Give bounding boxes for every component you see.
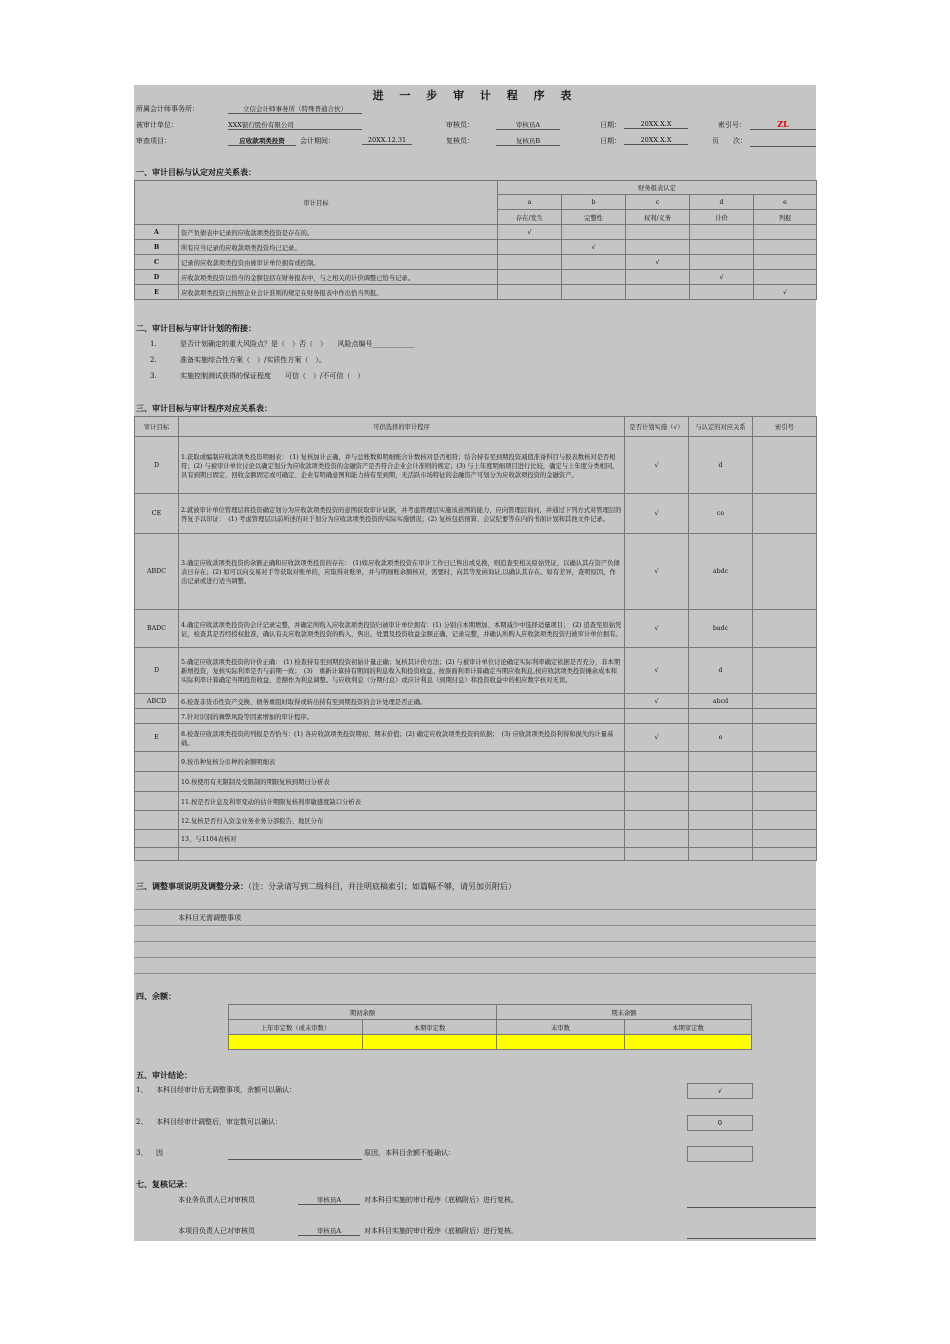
goal-text: 资产负债表中记录的应收款项类投资是存在的。 xyxy=(179,225,498,240)
conclusion-box-1[interactable]: √ xyxy=(687,1083,753,1099)
table-row xyxy=(135,648,817,694)
balance-heading: 四、余额： xyxy=(136,992,176,1001)
table-row xyxy=(135,270,817,285)
review-line1-a: 本业务负责人已对审核员 xyxy=(178,1196,255,1204)
proc-planned[interactable] xyxy=(625,848,689,861)
proc-index[interactable] xyxy=(753,811,817,830)
proc-text: 10.按使用有无限制及受限制的期限复核到期日分析表 xyxy=(179,772,625,792)
mark-cell[interactable] xyxy=(626,240,690,255)
table-row xyxy=(135,285,817,300)
reason-field[interactable] xyxy=(228,1147,362,1160)
page-label: 页 次： xyxy=(712,137,747,145)
goal-code: B xyxy=(135,240,179,255)
proc-index[interactable] xyxy=(753,724,817,752)
proc-assert[interactable] xyxy=(689,752,753,772)
proc-text: 9.按币种复核分币种的余额明细表 xyxy=(179,752,625,772)
review-heading: 七、复核记录： xyxy=(136,1180,192,1189)
adjust-rule xyxy=(134,973,816,974)
conclusion-box-2[interactable]: 0 xyxy=(687,1115,753,1131)
conclusion-heading: 五、审计结论： xyxy=(136,1071,192,1080)
conclusion-text-3: 因 xyxy=(156,1149,163,1157)
mark-cell[interactable] xyxy=(626,285,690,300)
section2-heading: 二、审计目标与审计计划的衔接： xyxy=(136,324,256,333)
page-title: 进 一 步 审 计 程 序 表 xyxy=(372,89,578,102)
section3-heading: 三、审计目标与审计程序对应关系表： xyxy=(136,404,272,413)
mark-cell[interactable]: √ xyxy=(498,225,562,240)
mark-cell[interactable] xyxy=(754,270,817,285)
balance-input[interactable] xyxy=(229,1035,363,1050)
adjust-rule xyxy=(134,909,816,910)
proc-assert-header: 与认定的对应关系 xyxy=(689,417,753,437)
proc-assert[interactable] xyxy=(689,772,753,792)
review-line2-name[interactable]: 审核员A xyxy=(298,1226,360,1236)
table-row xyxy=(135,848,817,861)
period-label: 会计期间： xyxy=(300,137,335,145)
proc-index[interactable] xyxy=(753,848,817,861)
item-field[interactable]: 应收款项类投资 xyxy=(228,136,296,146)
s2-text-3: 实施控制测试获得的保证程度 可信（ ）/不可信（ ） xyxy=(180,372,365,380)
mark-cell[interactable] xyxy=(498,255,562,270)
col-current-audited-close: 本期审定数 xyxy=(625,1020,752,1035)
adjust-rule xyxy=(134,925,816,926)
table-row xyxy=(135,534,817,610)
assertion-group-header: 财务报表认定 xyxy=(498,181,817,195)
mark-cell[interactable] xyxy=(754,240,817,255)
letter-b: b xyxy=(562,195,626,210)
proc-text: 5.确定应收款项类投资的计价正确： (1) 检查持有至到期投资初始计量正确；复核其计价方法；(2) 与被审计单位讨论确定实际利率确定依据是否充分，非本期新增投资，复核实际利率是否与前期一致； (3) 重新计算持有期间的利息收入和投资收益。按票面利率计算确定当期应收利息,按应收款项类投资摊余成本和实际利率计算确定当期投资收益，差额作为利息调整。与应收利息（分期付息）或应计利息（到期付息）和投资收益中的相应数字核对无误。 xyxy=(179,648,625,694)
proc-goal: ABDC xyxy=(135,534,179,610)
table-row xyxy=(135,709,817,724)
proc-assert[interactable]: badc xyxy=(689,610,753,648)
proc-goal: ABCD xyxy=(135,694,179,709)
s2-num-2: 2. xyxy=(150,356,157,364)
table-row xyxy=(135,811,817,830)
balance-input[interactable] xyxy=(497,1035,625,1050)
date2-field[interactable]: 20XX.X.X xyxy=(624,136,688,145)
mark-cell[interactable] xyxy=(754,255,817,270)
proc-assert[interactable] xyxy=(689,811,753,830)
mark-cell[interactable] xyxy=(690,255,754,270)
proc-goal: D xyxy=(135,648,179,694)
proc-text: 8.检查应收款项类投资的列报是否恰当：(1) 各应收款项类投资期初、期末价值；(2) 确定应收款项类投资的依据； (3) 应收款项类投资利得和损失的计量基础。 xyxy=(179,724,625,752)
balance-table xyxy=(228,1004,752,1050)
proc-index[interactable] xyxy=(753,437,817,494)
assertion-table xyxy=(134,180,817,300)
mark-cell[interactable] xyxy=(626,225,690,240)
auditor-label: 审核员： xyxy=(446,121,474,129)
proc-text: 13、与1104表核对 xyxy=(179,830,625,848)
adjustments-heading xyxy=(136,881,516,892)
assertion-valuation: 计价 xyxy=(690,210,754,225)
goal-text: 应收款项类投资以恰当的金额包括在财务报表中，与之相关的计价调整已恰当记录。 xyxy=(179,270,498,285)
proc-text: 2.就被审计单位管理层将投资确定划分为应收款项类投资的意图获取审计证据，并考虑管理层实施该意图的能力，应向管理层询问，并通过下列方式对管理层的答复予以印证： (1) 考虑管理层以前所述的对于划分为应收款项类投资的实际实施情况；(2) 复核包括预算、会议纪要等在内的书面计划和其他文件记录。 xyxy=(179,494,625,534)
date2-label: 日期： xyxy=(600,137,621,145)
index-label: 索引号： xyxy=(718,121,746,129)
table-row xyxy=(135,437,817,494)
mark-cell[interactable] xyxy=(562,225,626,240)
proc-assert[interactable]: abcd xyxy=(689,694,753,709)
goal-header: 审计目标 xyxy=(135,181,498,225)
date-field[interactable]: 20XX.X.X xyxy=(624,120,688,129)
proc-index[interactable] xyxy=(753,830,817,848)
goal-code: E xyxy=(135,285,179,300)
proc-goal xyxy=(135,848,179,861)
proc-goal xyxy=(135,709,179,724)
goal-text: 所有应当记录的应收款项类投资均已记录。 xyxy=(179,240,498,255)
proc-goal: D xyxy=(135,437,179,494)
review-line2-a: 本项目负责人已对审核员 xyxy=(178,1227,255,1235)
proc-goal: CE xyxy=(135,494,179,534)
mark-cell[interactable]: √ xyxy=(562,240,626,255)
proc-index[interactable] xyxy=(753,709,817,724)
proc-assert[interactable] xyxy=(689,830,753,848)
mark-cell[interactable]: √ xyxy=(626,255,690,270)
table-row xyxy=(135,772,817,792)
conclusion-num-2: 2、 xyxy=(136,1118,148,1126)
proc-planned[interactable] xyxy=(625,709,689,724)
proc-text xyxy=(179,848,625,861)
proc-planned-header: 是否计划实施（√） xyxy=(625,417,689,437)
firm-field[interactable]: 立信会计师事务所（特殊普通合伙） xyxy=(228,104,362,114)
mark-cell[interactable] xyxy=(562,270,626,285)
proc-planned[interactable]: √ xyxy=(625,694,689,709)
proc-assert[interactable]: d xyxy=(689,437,753,494)
auditor-field[interactable]: 审核员A xyxy=(496,120,560,130)
proc-planned[interactable] xyxy=(625,752,689,772)
proc-assert[interactable]: abdc xyxy=(689,534,753,610)
proc-planned[interactable] xyxy=(625,830,689,848)
letter-a: a xyxy=(498,195,562,210)
proc-planned[interactable]: √ xyxy=(625,534,689,610)
proc-assert[interactable] xyxy=(689,848,753,861)
conclusion-text-3b: 原因，本科目余额不能确认： xyxy=(364,1149,455,1157)
proc-text: 7.针对识别的舞弊风险等因素增加的审计程序。 xyxy=(179,709,625,724)
letter-c: c xyxy=(626,195,690,210)
firm-label: 所属会计师事务所： xyxy=(136,105,199,113)
balance-input[interactable] xyxy=(363,1035,497,1050)
table-row xyxy=(135,610,817,648)
proc-index[interactable] xyxy=(753,792,817,811)
mark-cell[interactable] xyxy=(690,285,754,300)
review-line2-b: 对本科目实施的审计程序（底稿附后）进行复核。 xyxy=(364,1227,518,1235)
assertion-presentation: 列报 xyxy=(754,210,817,225)
review-sign-1[interactable] xyxy=(687,1195,816,1208)
client-field[interactable]: XXX银行股份有限公司 xyxy=(228,120,362,130)
reviewer-field[interactable]: 复核员B xyxy=(496,136,560,146)
adjust-rule xyxy=(134,957,816,958)
proc-planned[interactable]: √ xyxy=(625,437,689,494)
table-row xyxy=(135,494,817,534)
assertion-rights: 权利/义务 xyxy=(626,210,690,225)
proc-planned[interactable]: √ xyxy=(625,494,689,534)
assertion-completeness: 完整性 xyxy=(562,210,626,225)
mark-cell[interactable] xyxy=(562,285,626,300)
table-row xyxy=(135,752,817,772)
table-row xyxy=(135,240,817,255)
conclusion-num-3: 3、 xyxy=(136,1149,148,1157)
proc-index[interactable] xyxy=(753,648,817,694)
proc-index[interactable] xyxy=(753,752,817,772)
proc-goal xyxy=(135,792,179,811)
proc-text: 4.确定应收款项类投资的会计记录完整，并确定所购入应收款项类投资归被审计单位拥有：(1) 分别自本期增加、本期减少中选择适量项目； (2) 追查至原始凭证，检查其是否经授权批准，确认有关应收款项类投资的购入、售出、处置及投资收益金额正确，记录完整，并确认所购入应收款项类投资归被审计单位拥有。 xyxy=(179,610,625,648)
proc-assert[interactable] xyxy=(689,792,753,811)
col-prior-audited: 上年审定数（或未审数） xyxy=(229,1020,363,1035)
proc-planned[interactable]: √ xyxy=(625,610,689,648)
mark-cell[interactable]: √ xyxy=(690,270,754,285)
proc-text: 6.检查非货币性资产交换、债务重组时取得或转出持有至到期投资的会计处理是否正确。 xyxy=(179,694,625,709)
client-label: 被审计单位： xyxy=(136,121,178,129)
mark-cell[interactable] xyxy=(690,225,754,240)
goal-code: C xyxy=(135,255,179,270)
item-label: 审查项目： xyxy=(136,137,171,145)
mark-cell[interactable] xyxy=(754,225,817,240)
proc-planned[interactable] xyxy=(625,811,689,830)
proc-index[interactable] xyxy=(753,494,817,534)
period-field[interactable]: 20XX.12.31 xyxy=(362,136,412,145)
mark-cell[interactable] xyxy=(626,270,690,285)
mark-cell[interactable] xyxy=(562,255,626,270)
index-field[interactable]: ZL xyxy=(750,119,816,130)
proc-assert[interactable]: ce xyxy=(689,494,753,534)
col-unaudited: 未审数 xyxy=(497,1020,625,1035)
proc-index-header: 索引号 xyxy=(753,417,817,437)
goal-text: 应收款项类投资已按照企业会计准则的规定在财务报表中作出恰当列报。 xyxy=(179,285,498,300)
col-current-audited-open: 本期审定数 xyxy=(363,1020,497,1035)
proc-planned[interactable]: √ xyxy=(625,648,689,694)
mark-cell[interactable]: √ xyxy=(754,285,817,300)
proc-index[interactable] xyxy=(753,534,817,610)
table-row xyxy=(135,225,817,240)
date-label: 日期： xyxy=(600,121,621,129)
proc-goal xyxy=(135,752,179,772)
proc-goal xyxy=(135,772,179,792)
proc-goal: E xyxy=(135,724,179,752)
mark-cell[interactable] xyxy=(498,240,562,255)
adjust-rule xyxy=(134,941,816,942)
proc-assert[interactable]: e xyxy=(689,724,753,752)
procedure-table xyxy=(134,416,817,861)
mark-cell[interactable] xyxy=(498,285,562,300)
proc-planned[interactable] xyxy=(625,772,689,792)
s2-num-1: 1. xyxy=(150,340,157,348)
table-row xyxy=(135,830,817,848)
proc-planned[interactable]: √ xyxy=(625,724,689,752)
proc-index[interactable] xyxy=(753,610,817,648)
mark-cell[interactable] xyxy=(498,270,562,285)
adjustments-title: 三、调整事项说明及调整分录： xyxy=(136,882,248,891)
s2-text-1: 是否计划确定的重大风险点？是（ ）否（ ） 风险点编号____________ xyxy=(180,340,415,348)
assertion-existence: 存在/发生 xyxy=(498,210,562,225)
adjust-line-1[interactable]: 本科目无需调整事项 xyxy=(178,914,241,922)
conclusion-box-3[interactable] xyxy=(687,1146,753,1162)
proc-goal xyxy=(135,830,179,848)
proc-text-header: 可供选择的审计程序 xyxy=(179,417,625,437)
s2-text-2: 准备实施综合性方案（ ）/实质性方案（ ）。 xyxy=(180,356,326,364)
proc-goal xyxy=(135,811,179,830)
proc-goal-header: 审计目标 xyxy=(135,417,179,437)
proc-index[interactable] xyxy=(753,694,817,709)
table-row xyxy=(135,694,817,709)
conclusion-text-2: 本科目经审计调整后，审定数可以确认： xyxy=(156,1118,282,1126)
review-line1-b: 对本科目实施的审计程序（底稿附后）进行复核。 xyxy=(364,1196,518,1204)
proc-assert[interactable]: d xyxy=(689,648,753,694)
letter-e: e xyxy=(754,195,817,210)
proc-index[interactable] xyxy=(753,772,817,792)
goal-code: D xyxy=(135,270,179,285)
adjustments-note: （注：分录请写到二级科目，并注明底稿索引；如篇幅不够，请另加页附后） xyxy=(248,882,516,891)
worksheet xyxy=(134,85,816,1241)
proc-assert[interactable] xyxy=(689,709,753,724)
proc-text: 3.确定应收款项类投资的余额正确和应收款项类投资的存在： (1)如应收款项类投资在审计工作日已售出或兑换，则追查至相关原始凭证，以确认其在资产负债表日存在；(2) 如可以向交易对手等获取对账单的，应取得对账单，并与明细账余额核对，需要时，向其等发函询证,以确认其存在。如有差异，查明原因，作出记录或进行适当调整。 xyxy=(179,534,625,610)
goal-code: A xyxy=(135,225,179,240)
reviewer-label: 复核员： xyxy=(446,137,474,145)
review-line1-name[interactable]: 审核员A xyxy=(298,1195,360,1205)
table-row xyxy=(135,792,817,811)
review-sign-2[interactable] xyxy=(687,1226,816,1239)
goal-text: 记录的应收款项类投资由被审计单位拥有或控制。 xyxy=(179,255,498,270)
proc-text: 11.按是否计息及利率变动的估计期限复核利率敏感度缺口分析表 xyxy=(179,792,625,811)
proc-text: 1.获取或编制应收款项类投资明细表： (1) 复核加计正确，并与总账数和明细账合计数核对是否相符；结合持有至到期投资减值准备科目与报表数核对是否相符；(2) 与被审计单位讨论以确定划分为应收款项类投资的金融资产是否符合企业会计准则的规定；(3) 与上年度明细项目进行比较，确定与上年度分类相同，具有到期日固定、回收金额固定或可确定、企业有明确意图和能力持有至到期、无活跃市场特征的金融资产可划分为应收款项投资的金融资产。 xyxy=(179,437,625,494)
page-field[interactable] xyxy=(750,136,816,147)
section1-heading: 一、审计目标与认定对应关系表： xyxy=(136,168,256,177)
closing-balance-header: 期末余额 xyxy=(497,1005,752,1020)
conclusion-text-1: 本科目经审计后无调整事项，余额可以确认： xyxy=(156,1086,296,1094)
proc-text: 12.复核是否归入资金业务业务分部报告、地区分布 xyxy=(179,811,625,830)
mark-cell[interactable] xyxy=(690,240,754,255)
opening-balance-header: 期初余额 xyxy=(229,1005,497,1020)
balance-input[interactable] xyxy=(625,1035,752,1050)
conclusion-num-1: 1、 xyxy=(136,1086,148,1094)
proc-goal: BADC xyxy=(135,610,179,648)
table-row xyxy=(135,255,817,270)
table-row xyxy=(135,724,817,752)
letter-d: d xyxy=(690,195,754,210)
proc-planned[interactable] xyxy=(625,792,689,811)
s2-num-3: 3. xyxy=(150,372,157,380)
